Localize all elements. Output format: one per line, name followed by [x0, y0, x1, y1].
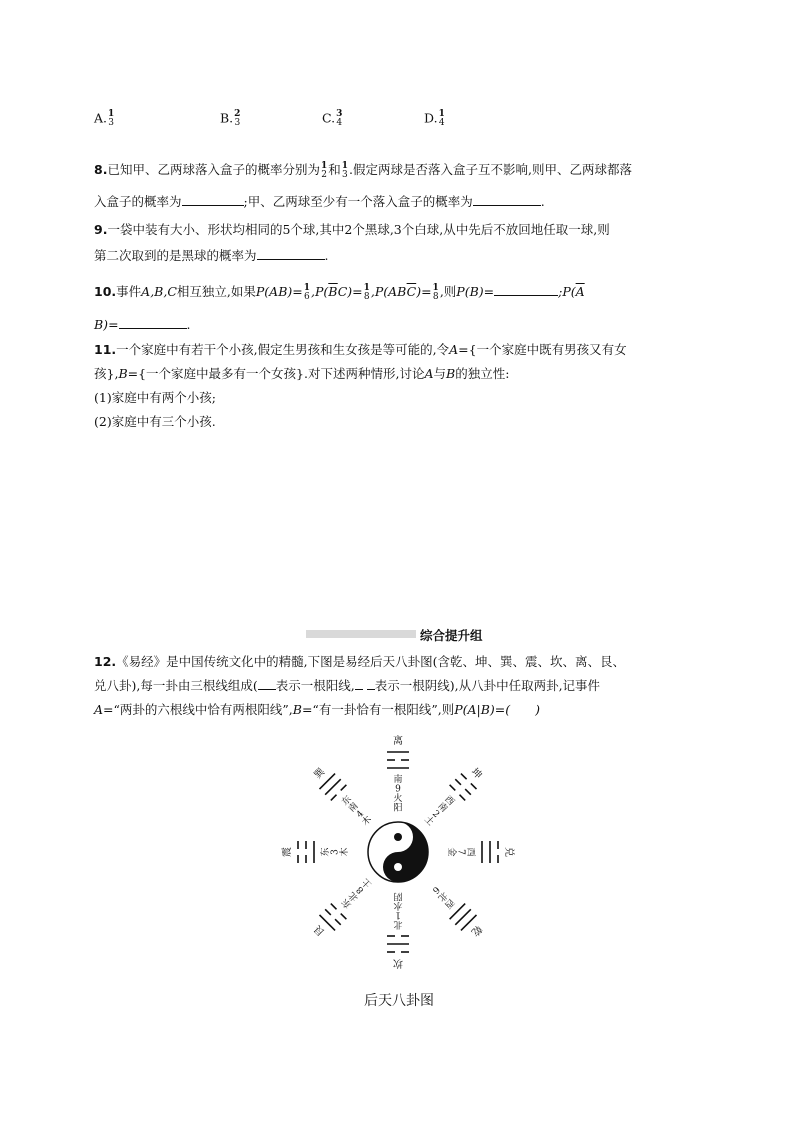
option-c-fraction: 3 4 — [336, 109, 343, 128]
yin-line-left — [341, 914, 347, 920]
q10-fraction-1: 1 6 — [303, 282, 311, 302]
q8-line2: 入盒子的概率为 ;甲、乙两球至少有一个落入盒子的概率为 . — [94, 194, 545, 209]
option-a-fraction: 1 3 — [108, 109, 115, 128]
trigram-inner-label: 西北6 — [429, 883, 456, 910]
section-bar — [306, 630, 416, 638]
trigram-inner-label: 西南2土 — [422, 794, 456, 828]
q11-sub1: (1)家庭中有两个小孩; — [94, 390, 216, 405]
yin-line-left — [461, 774, 467, 780]
option-c[interactable]: C. 3 4 — [322, 109, 343, 128]
yin-line-right — [341, 785, 347, 791]
yin-line-left — [335, 919, 341, 925]
q10-complement-c: $\overline{C}$ — [406, 284, 417, 299]
yin-line-left — [450, 785, 456, 791]
q12-number: 12. — [94, 654, 117, 669]
trigram-name: 离 — [393, 736, 403, 747]
q9-answer-blank[interactable] — [257, 247, 325, 260]
q8-fraction-2: 1 3 — [341, 160, 349, 180]
q10-fraction-2: 1 8 — [363, 282, 370, 302]
yin-line-left — [455, 779, 461, 785]
trigram-3 — [446, 841, 516, 863]
trigram-name: 震 — [282, 847, 293, 857]
yin-yang-icon — [368, 822, 428, 882]
q10-fraction-3: 1 8 — [432, 282, 439, 302]
q8-fraction-1: 1 2 — [320, 160, 328, 180]
option-a[interactable]: A. 1 3 — [94, 109, 115, 128]
trigram-6 — [307, 871, 378, 942]
trigram-1 — [387, 734, 409, 814]
trigram-inner-label: 东3木 — [321, 847, 350, 857]
bagua-diagram — [268, 720, 528, 985]
q12-line3: A=“两卦的六根线中恰有两根阳线”,B=“有一卦恰有一根阳线”,则P(A|B)=( ) — [94, 702, 541, 717]
trigram-4 — [424, 878, 489, 943]
yin-line-right — [331, 904, 337, 910]
trigram-inner-label: 东北8土 — [340, 876, 374, 910]
q12-line1: 12.《易经》是中国传统文化中的精髓,下图是易经后天八卦图(含乾、坤、巽、震、坎、离、艮、 — [94, 654, 626, 669]
option-d[interactable]: D. 1 4 — [424, 109, 445, 128]
trigram-name: 乾 — [468, 922, 484, 938]
q10-answer-blank-1[interactable] — [494, 283, 558, 296]
q8-answer-blank-2[interactable] — [473, 193, 541, 206]
q9-number: 9. — [94, 222, 108, 237]
q9-line2: 第二次取到的是黑球的概率为 . — [94, 248, 329, 263]
section-title: 综合提升组 — [420, 628, 483, 643]
trigram-5 — [387, 891, 409, 971]
trigram-inner-label: 南 9 火阳 — [393, 775, 403, 814]
yin-line-right — [460, 795, 466, 801]
trigram-2 — [417, 761, 489, 833]
option-b[interactable]: B. 2 3 — [220, 109, 241, 128]
q11-line1: 11.一个家庭中有若干个小孩,假定生男孩和生女孩是等可能的,令A={一个家庭中既有男孩又有女 — [94, 342, 627, 357]
trigram-name: 艮 — [312, 922, 328, 938]
q10-answer-blank-2[interactable] — [119, 316, 187, 329]
q10-line2: B)= . — [94, 317, 191, 332]
trigram-name: 坎 — [393, 957, 403, 968]
yin-line-left — [331, 795, 337, 801]
q8-answer-blank-1[interactable] — [182, 193, 244, 206]
q9-line1: 9.一袋中装有大小、形状均相同的5个球,其中2个黑球,3个白球,从中先后不放回地任取一球,则 — [94, 222, 610, 237]
q11-line2: 孩},B={一个家庭中最多有一个女孩}.对下述两种情形,讨论A与B的独立性: — [94, 366, 510, 381]
q8-number: 8. — [94, 162, 108, 177]
trigram-7 — [281, 841, 350, 863]
trigram-inner-label: 东南4木 — [340, 794, 374, 828]
diagram-caption: 后天八卦图 — [364, 993, 434, 1009]
trigram-name: 兑 — [503, 847, 514, 857]
q11-sub2: (2)家庭中有三个小孩. — [94, 414, 216, 429]
trigram-inner-label: 北1水阴 — [393, 890, 403, 929]
q10-line1: 10.事件A,B,C相互独立,如果P(AB)= 1 6 $,P(\overline{B}C)=$ 1 8 $,P(AB\overline{C})=$ 1 8 ,则$P(B)= ;P(\overline{A}$ — [94, 282, 585, 302]
options-row — [94, 110, 494, 134]
q10-complement-a: $\overline{A}$ — [575, 284, 585, 299]
yin-line-right — [465, 789, 471, 795]
trigram-name: 坤 — [468, 766, 484, 782]
yin-line-right — [325, 909, 331, 915]
option-d-fraction: 1 4 — [438, 109, 445, 128]
q10-number: 10. — [94, 284, 117, 299]
q11-number: 11. — [94, 342, 117, 357]
option-b-fraction: 2 3 — [234, 109, 241, 128]
trigram-8 — [307, 761, 378, 832]
q8-line1: 8.已知甲、乙两球落入盒子的概率分别为 1 2 和 1 3 .假定两球是否落入盒子互不影响,则甲、乙两球都落 — [94, 160, 632, 180]
yin-line-sample — [355, 680, 375, 690]
q12-line2: 兑八卦),每一卦由三根线组成( 表示一根阳线, 表示一根阴线),从八卦中任取两卦,记事件 — [94, 678, 601, 693]
yin-line-right — [471, 783, 477, 789]
trigram-inner-label: 西7金 — [446, 847, 475, 857]
yang-line-sample — [258, 679, 276, 690]
trigram-name: 巽 — [312, 766, 328, 782]
q10-complement-b: $\overline{B}$ — [328, 284, 338, 299]
